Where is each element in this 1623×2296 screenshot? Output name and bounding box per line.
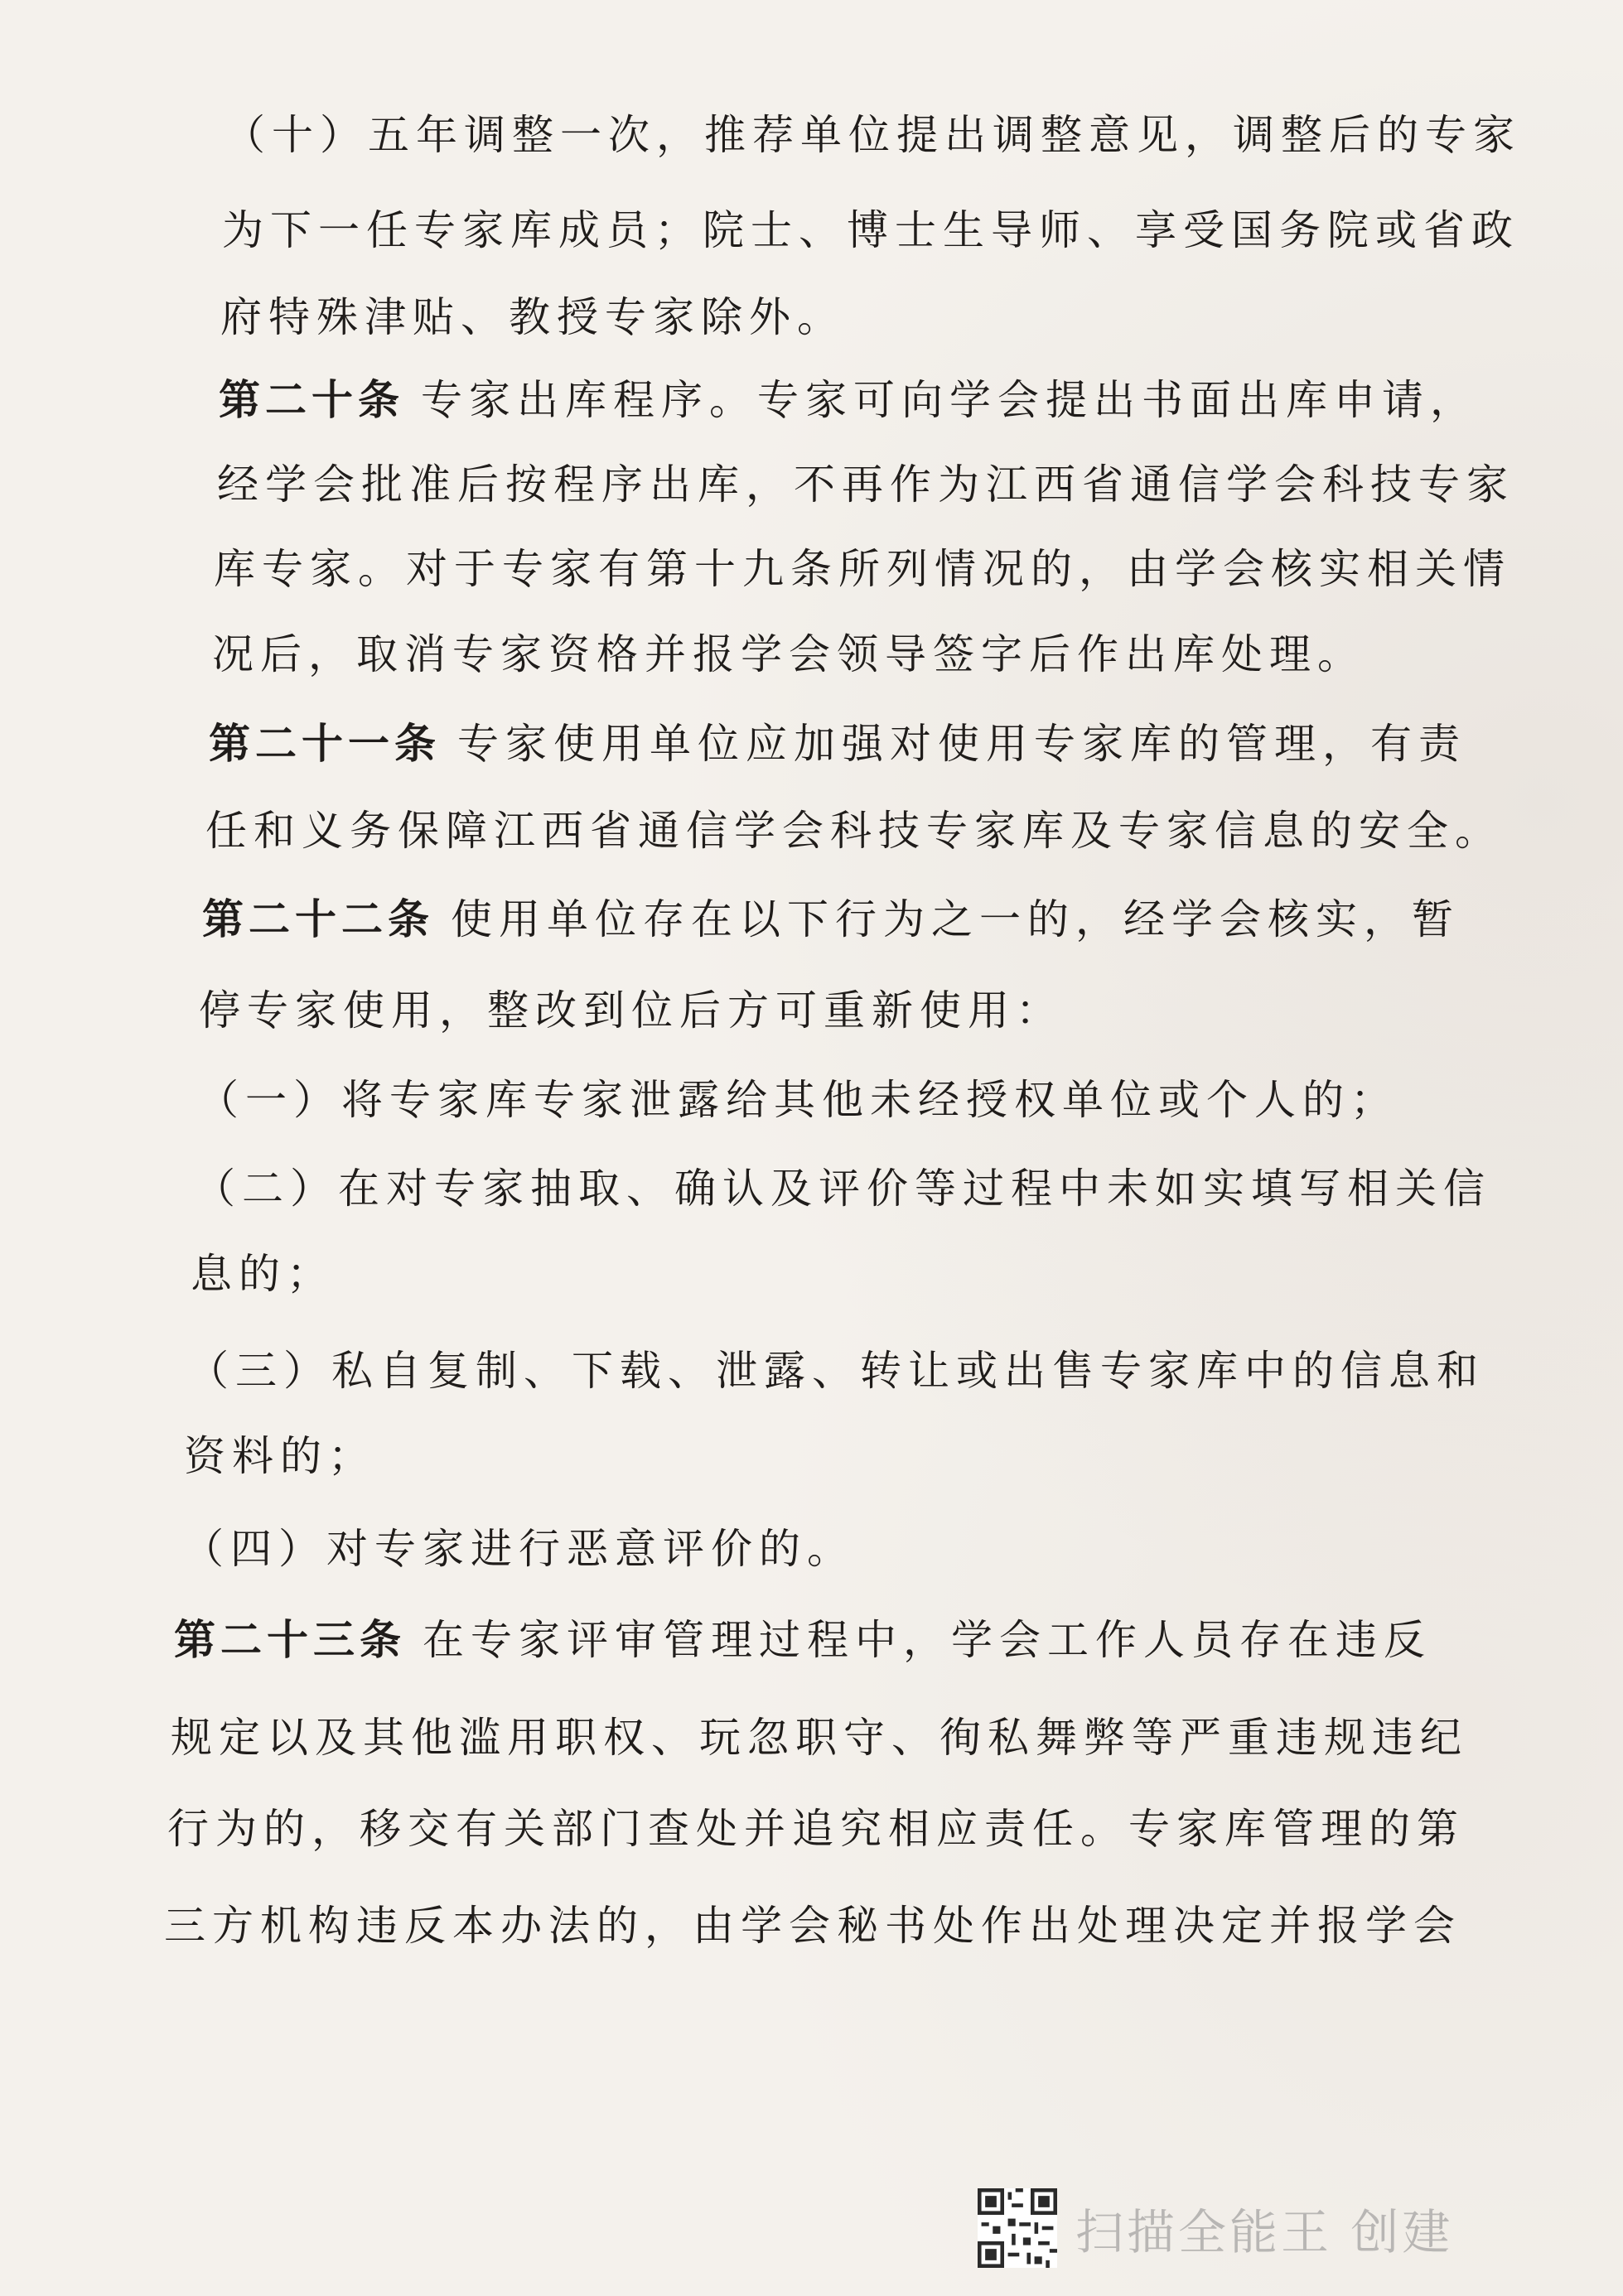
- text-line: [167, 1805, 1465, 1853]
- line-text: 为下一任专家库成员；院士、博士生导师、享受国务院或省政: [222, 206, 1519, 254]
- line-text: 专家出库程序。专家可向学会提出书面出库申请，: [421, 376, 1478, 424]
- line-text: （二）在对专家抽取、确认及评价等过程中未如实填写相关信: [194, 1165, 1491, 1213]
- line-text: 经学会批准后按程序出库，不再作为江西省通信学会科技专家: [217, 461, 1514, 509]
- line-text: （四）对专家进行恶意评价的。: [182, 1525, 855, 1573]
- line-text: （一）将专家库专家泄露给其他未经授权单位或个人的；: [197, 1076, 1398, 1124]
- qr-code-icon: [978, 2188, 1057, 2268]
- text-line: [199, 986, 1064, 1035]
- line-text: 资料的；: [184, 1432, 376, 1480]
- text-line: [187, 1347, 1485, 1395]
- text-line: [191, 1250, 335, 1298]
- article-number: 第二十二条: [202, 895, 434, 943]
- article-number: 第二十条: [219, 376, 404, 424]
- text-line: [214, 545, 1511, 593]
- line-text: 息的；: [191, 1250, 335, 1298]
- line-text: 行为的，移交有关部门查处并追究相应责任。专家库管理的第: [167, 1805, 1465, 1853]
- line-text: 停专家使用，整改到位后方可重新使用：: [199, 986, 1064, 1035]
- article-line: [209, 720, 1466, 768]
- watermark-text: 扫描全能王 创建: [1075, 2204, 1454, 2260]
- text-line: [182, 1525, 855, 1573]
- article-line: [219, 376, 1478, 424]
- article-number: 第二十三条: [174, 1616, 406, 1664]
- text-line: [205, 807, 1503, 855]
- text-line: [194, 1165, 1491, 1213]
- line-text: 三方机构违反本办法的，由学会秘书处作出处理决定并报学会: [164, 1902, 1461, 1950]
- text-line: [217, 461, 1514, 509]
- line-text: 况后，取消专家资格并报学会领导签字后作出库处理。: [212, 630, 1365, 678]
- line-text: 专家使用单位应加强对使用专家库的管理，有责: [457, 720, 1466, 768]
- line-text: 府特殊津贴、教授专家除外。: [220, 293, 845, 341]
- text-line: [164, 1902, 1461, 1950]
- text-line: [171, 1714, 1468, 1762]
- scanner-watermark: [978, 2187, 1453, 2269]
- article-line: [174, 1616, 1432, 1664]
- article-number: 第二十一条: [209, 720, 441, 768]
- text-line: [224, 111, 1521, 159]
- line-text: 使用单位存在以下行为之一的，经学会核实，暂: [451, 895, 1460, 943]
- line-text: 任和义务保障江西省通信学会科技专家库及专家信息的安全。: [205, 807, 1503, 855]
- text-line: [212, 630, 1365, 678]
- text-line: [184, 1432, 376, 1480]
- text-line: [220, 293, 845, 341]
- line-text: （三）私自复制、下载、泄露、转让或出售专家库中的信息和: [187, 1347, 1485, 1395]
- line-text: （十）五年调整一次，推荐单位提出调整意见，调整后的专家: [224, 111, 1521, 159]
- text-line: [222, 206, 1519, 254]
- line-text: 库专家。对于专家有第十九条所列情况的，由学会核实相关情: [214, 545, 1511, 593]
- line-text: 在专家评审管理过程中，学会工作人员存在违反: [423, 1616, 1432, 1664]
- text-line: [197, 1076, 1398, 1124]
- article-line: [202, 895, 1460, 943]
- line-text: 规定以及其他滥用职权、玩忽职守、徇私舞弊等严重违规违纪: [171, 1714, 1468, 1762]
